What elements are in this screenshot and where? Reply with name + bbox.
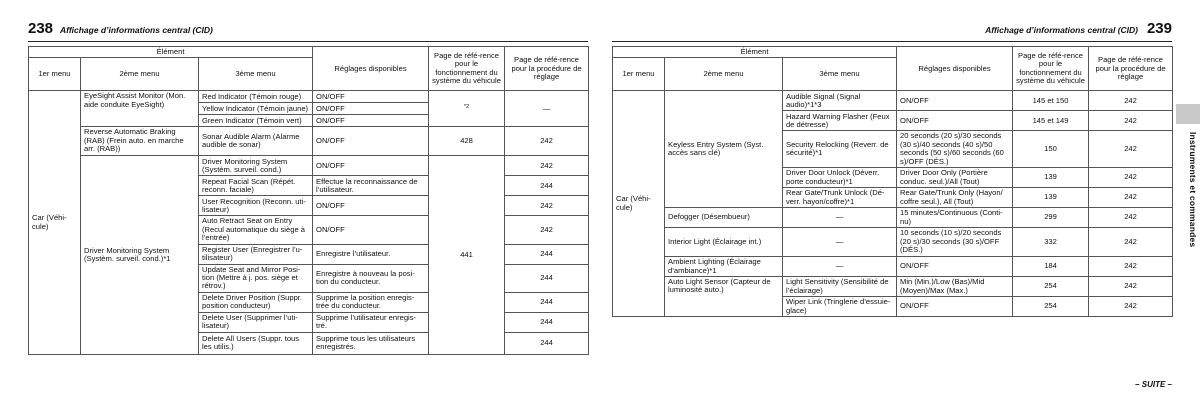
table-row <box>29 91 589 103</box>
menu3-cell: Driver Monitoring System (Systèm. surveil. cond.) <box>199 156 313 176</box>
menu3-cell: User Recognition (Reconn. uti-lisateur) <box>199 196 313 216</box>
menu3-cell: Driver Door Unlock (Déverr. porte conducteur)*1 <box>783 168 897 188</box>
table-row <box>29 156 589 176</box>
menu2-cell: Interior Light (Éclairage int.) <box>665 228 783 257</box>
settings-table <box>28 46 589 355</box>
menu2-cell: Keyless Entry System (Syst. accès sans clé) <box>665 91 783 208</box>
page-number: 239 <box>1146 20 1172 37</box>
table-row <box>613 91 1173 111</box>
menu3-cell: Hazard Warning Flasher (Feux de détresse) <box>783 111 897 131</box>
ref-procedure-cell: 242 <box>505 196 589 216</box>
menu3-cell: Yellow Indicator (Témoin jaune) <box>199 103 313 115</box>
left-page <box>28 0 588 402</box>
menu3-cell: — <box>783 228 897 257</box>
menu3-cell: Update Seat and Mirror Posi-tion (Mettre à j. pos. siège et rétrov.) <box>199 264 313 292</box>
header-rule <box>612 41 1172 42</box>
header-settings: Réglages disponibles <box>313 47 429 91</box>
ref-function-cell: 139 <box>1013 188 1089 208</box>
menu3-cell: Audible Signal (Signal audio)*1*3 <box>783 91 897 111</box>
settings-cell: Supprime l’utilisateur enregis-tré. <box>313 312 429 332</box>
ref-function-cell: 139 <box>1013 168 1089 188</box>
ref-procedure-cell: 242 <box>1089 188 1173 208</box>
settings-cell: ON/OFF <box>897 297 1013 317</box>
menu2-cell: Driver Monitoring System (Systèm. surveil. cond.)*1 <box>81 156 199 354</box>
settings-cell: 10 seconds (10 s)/20 seconds (20 s)/30 seconds (30 s)/OFF (DÉS.) <box>897 228 1013 257</box>
menu3-cell: Wiper Link (Tringlerie d’essuie-glace) <box>783 297 897 317</box>
header-element: Élément <box>29 47 313 58</box>
settings-cell: ON/OFF <box>313 196 429 216</box>
settings-cell: ON/OFF <box>897 257 1013 277</box>
menu2-cell: Auto Light Sensor (Capteur de luminosité auto.) <box>665 277 783 317</box>
table-row <box>613 228 1173 257</box>
ref-function-cell: 332 <box>1013 228 1089 257</box>
settings-cell: Min (Min.)/Low (Bas)/Mid (Moyen)/Max (Max.) <box>897 277 1013 297</box>
ref-procedure-cell: — <box>505 91 589 127</box>
settings-cell: ON/OFF <box>897 91 1013 111</box>
settings-cell: ON/OFF <box>313 156 429 176</box>
ref-function-cell: 428 <box>429 127 505 156</box>
ref-function-cell: 299 <box>1013 208 1089 228</box>
header-rule <box>28 41 588 42</box>
ref-function-cell <box>429 91 505 127</box>
page-header <box>612 20 1172 38</box>
header-ref-procedure: Page de réfé-rence pour la procédure de réglage <box>505 47 589 91</box>
menu1-cell: Car (Véhi-cule) <box>29 91 81 354</box>
header-ref-function: Page de réfé-rence pour le fonctionnement du système du véhicule <box>1013 47 1089 91</box>
header-settings: Réglages disponibles <box>897 47 1013 91</box>
right-page <box>612 0 1172 402</box>
menu3-cell: Green Indicator (Témoin vert) <box>199 115 313 127</box>
menu3-cell: Red Indicator (Témoin rouge) <box>199 91 313 103</box>
ref-function-cell: 441 <box>429 156 505 354</box>
page-header <box>28 20 588 38</box>
menu3-cell: Repeat Facial Scan (Répét. reconn. faciale) <box>199 176 313 196</box>
ref-procedure-cell: 242 <box>505 216 589 244</box>
table-row <box>613 277 1173 297</box>
table-row <box>29 127 589 156</box>
ref-procedure-cell: 242 <box>1089 228 1173 257</box>
ref-procedure-cell: 242 <box>1089 111 1173 131</box>
ref-function-cell: 254 <box>1013 297 1089 317</box>
ref-procedure-cell: 242 <box>1089 297 1173 317</box>
section-title: Affichage d’informations central (CID) <box>60 25 213 35</box>
menu3-cell: Delete All Users (Suppr. tous les utilis.) <box>199 332 313 354</box>
header-ref-procedure: Page de réfé-rence pour la procédure de réglage <box>1089 47 1173 91</box>
ref-procedure-cell: 244 <box>505 264 589 292</box>
ref-function-cell: 254 <box>1013 277 1089 297</box>
chapter-tab <box>1176 104 1200 124</box>
menu3-cell: Register User (Enregistrer l’u-tilisateur) <box>199 244 313 264</box>
chapter-tab-label: Instruments et commandes <box>1188 132 1198 248</box>
ref-procedure-cell: 242 <box>1089 91 1173 111</box>
menu3-cell: Sonar Audible Alarm (Alarme audible de sonar) <box>199 127 313 156</box>
menu3-cell: Delete User (Supprimer l’uti-lisateur) <box>199 312 313 332</box>
ref-procedure-cell: 242 <box>1089 257 1173 277</box>
header-menu3: 3ème menu <box>783 58 897 91</box>
ref-procedure-cell: 242 <box>1089 168 1173 188</box>
settings-cell: Supprime tous les utilisateurs enregistrés. <box>313 332 429 354</box>
ref-function-cell: 150 <box>1013 131 1089 168</box>
menu2-cell: Defogger (Désembueur) <box>665 208 783 228</box>
settings-cell: Enregistre à nouveau la posi-tion du conducteur. <box>313 264 429 292</box>
header-element: Élément <box>613 47 897 58</box>
header-menu3: 3ème menu <box>199 58 313 91</box>
menu3-cell: Delete Driver Position (Suppr. position conducteur) <box>199 292 313 312</box>
settings-cell: ON/OFF <box>313 216 429 244</box>
settings-cell: Driver Door Only (Portière conduc. seul.)/All (Tout) <box>897 168 1013 188</box>
section-title: Affichage d’informations central (CID) <box>985 25 1138 35</box>
table-row <box>613 257 1173 277</box>
settings-table <box>612 46 1173 317</box>
ref-procedure-cell: 242 <box>1089 277 1173 297</box>
settings-cell: 15 minutes/Continuous (Conti-nu) <box>897 208 1013 228</box>
header-menu2: 2ème menu <box>665 58 783 91</box>
ref-procedure-cell: 244 <box>505 312 589 332</box>
ref-procedure-cell: 242 <box>1089 131 1173 168</box>
ref-function-cell: 145 et 150 <box>1013 91 1089 111</box>
header-menu1: 1er menu <box>29 58 81 91</box>
settings-cell: Enregistre l’utilisateur. <box>313 244 429 264</box>
page-number: 238 <box>28 20 54 37</box>
settings-cell: ON/OFF <box>897 111 1013 131</box>
menu3-cell: Light Sensitivity (Sensibilité de l’éclairage) <box>783 277 897 297</box>
ref-procedure-cell: 242 <box>505 156 589 176</box>
ref-procedure-cell: 244 <box>505 176 589 196</box>
menu3-cell: — <box>783 208 897 228</box>
settings-cell: ON/OFF <box>313 115 429 127</box>
ref-procedure-cell: 244 <box>505 292 589 312</box>
ref-function-cell: 145 et 149 <box>1013 111 1089 131</box>
settings-cell: ON/OFF <box>313 103 429 115</box>
continued-marker: – SUITE – <box>1135 380 1172 389</box>
ref-procedure-cell: 242 <box>505 127 589 156</box>
ref-procedure-cell: 242 <box>1089 208 1173 228</box>
settings-cell: ON/OFF <box>313 127 429 156</box>
header-ref-function: Page de réfé-rence pour le fonctionnement du système du véhicule <box>429 47 505 91</box>
settings-cell: Rear Gate/Trunk Only (Hayon/ coffre seul.), All (Tout) <box>897 188 1013 208</box>
header-menu1: 1er menu <box>613 58 665 91</box>
menu2-cell: EyeSight Assist Monitor (Mon. aide conduite EyeSight) <box>81 91 199 127</box>
menu3-cell: Auto Retract Seat on Entry (Recul automatique du siège à l’entrée) <box>199 216 313 244</box>
footnote-ref: *2 <box>463 104 470 111</box>
settings-cell: Effectue la reconnaissance de l’utilisateur. <box>313 176 429 196</box>
settings-cell: 20 seconds (20 s)/30 seconds (30 s)/40 seconds (40 s)/50 seconds (50 s)/60 seconds (60 s)/OFF (DÉS.) <box>897 131 1013 168</box>
settings-cell: Supprime la position enregis-trée du conducteur. <box>313 292 429 312</box>
ref-function-cell: 184 <box>1013 257 1089 277</box>
menu1-cell: Car (Véhi-cule) <box>613 91 665 317</box>
table-row <box>613 208 1173 228</box>
header-menu2: 2ème menu <box>81 58 199 91</box>
menu3-cell: — <box>783 257 897 277</box>
menu2-cell: Reverse Automatic Braking (RAB) (Frein auto. en marche arr. (RAB)) <box>81 127 199 156</box>
menu3-cell: Security Relocking (Reverr. de sécurité)*1 <box>783 131 897 168</box>
menu2-cell: Ambient Lighting (Éclairage d’ambiance)*1 <box>665 257 783 277</box>
menu3-cell: Rear Gate/Trunk Unlock (Dé-verr. hayon/coffre)*1 <box>783 188 897 208</box>
ref-procedure-cell: 244 <box>505 332 589 354</box>
settings-cell: ON/OFF <box>313 91 429 103</box>
ref-procedure-cell: 244 <box>505 244 589 264</box>
